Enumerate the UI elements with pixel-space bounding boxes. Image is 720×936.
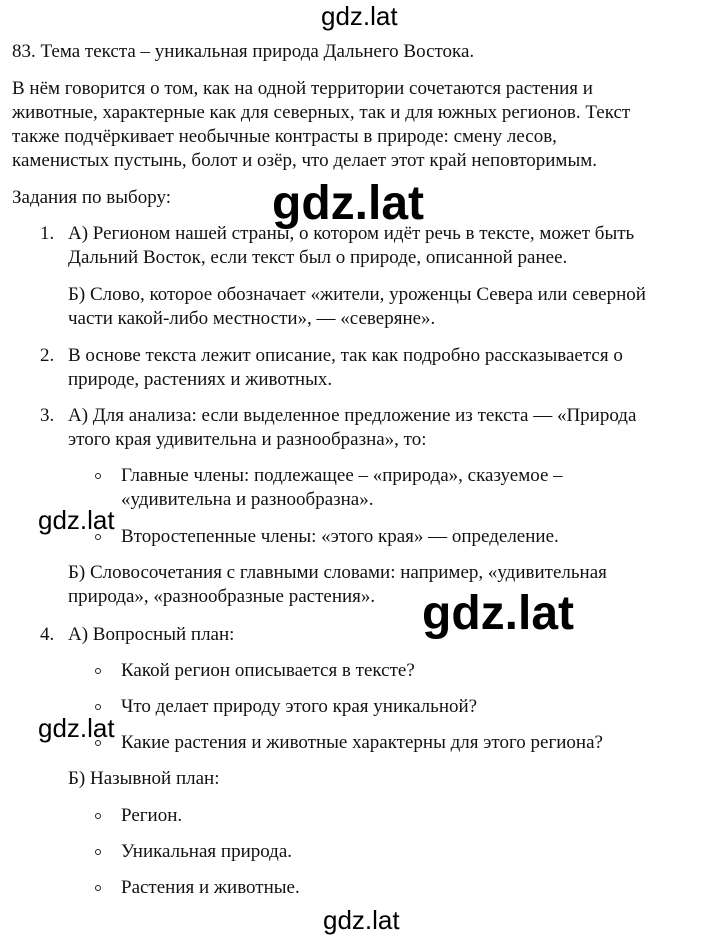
bullet-marker <box>95 849 101 855</box>
item-3-bullet-line: Второстепенные члены: «этого края» — определение. <box>121 526 559 547</box>
named-plan-item: Растения и животные. <box>121 877 300 898</box>
named-plan-item: Регион. <box>121 805 183 826</box>
item-1-number: 1. <box>40 223 55 244</box>
item-3-number: 3. <box>40 405 55 426</box>
item-3-a-line: этого края удивительна и разнообразна», то: <box>68 429 427 450</box>
item-3-b-line: Б) Словосочетания с главными словами: например, «удивительная <box>68 562 607 583</box>
item-1-b-line: Б) Слово, которое обозначает «жители, уроженцы Севера или северной <box>68 284 646 305</box>
question-item: Какой регион описывается в тексте? <box>121 660 415 681</box>
watermark-large-1: gdz.lat <box>272 177 424 230</box>
watermark-left-2: gdz.lat <box>38 713 115 743</box>
item-2-number: 2. <box>40 345 55 366</box>
item-2-line: В основе текста лежит описание, так как подробно рассказывается о <box>68 345 623 366</box>
item-4-a-label: А) Вопросный план: <box>68 624 235 645</box>
item-2-line: природе, растениях и животных. <box>68 369 333 390</box>
bullet-marker <box>95 668 101 674</box>
item-1-a-line: А) Регионом нашей страны, о котором идёт речь в тексте, может быть <box>68 223 635 244</box>
item-3-bullet-line: «удивительна и разнообразна». <box>121 489 374 510</box>
item-4-b-label: Б) Назывной план: <box>68 768 220 789</box>
question-item: Что делает природу этого края уникальной? <box>121 696 478 717</box>
named-plan-item: Уникальная природа. <box>121 841 293 862</box>
bullet-marker <box>95 473 101 479</box>
watermark-large-2: gdz.lat <box>422 587 574 640</box>
intro-line: животные, характерные как для северных, так и для южных регионов. Текст <box>12 102 631 123</box>
question-item: Какие растения и животные характерны для этого региона? <box>121 732 603 753</box>
watermark-left-1: gdz.lat <box>38 505 115 535</box>
page-title: 83. Тема текста – уникальная природа Дальнего Востока. <box>12 41 475 62</box>
item-4-number: 4. <box>40 624 55 645</box>
tasks-label: Задания по выбору: <box>12 187 171 208</box>
watermark-bottom: gdz.lat <box>323 905 400 935</box>
item-1-a-line: Дальний Восток, если текст был о природе, описанной ранее. <box>68 247 568 268</box>
bullet-marker <box>95 885 101 891</box>
intro-line: также подчёркивает необычные контрасты в природе: смену лесов, <box>12 126 557 147</box>
item-3-bullet-line: Главные члены: подлежащее – «природа», сказуемое – <box>121 465 563 486</box>
watermark-top: gdz.lat <box>321 1 398 31</box>
intro-line: каменистых пустынь, болот и озёр, что делает этот край неповторимым. <box>12 150 597 171</box>
bullet-marker <box>95 704 101 710</box>
intro-line: В нём говорится о том, как на одной территории сочетаются растения и <box>12 78 593 99</box>
bullet-marker <box>95 740 101 746</box>
bullet-marker <box>95 534 101 540</box>
bullet-marker <box>95 813 101 819</box>
item-3-a-line: А) Для анализа: если выделенное предложение из текста — «Природа <box>68 405 637 426</box>
item-1-b-line: части какой-либо местности», — «северяне». <box>68 308 436 329</box>
item-3-b-line: природа», «разнообразные растения». <box>68 586 376 607</box>
